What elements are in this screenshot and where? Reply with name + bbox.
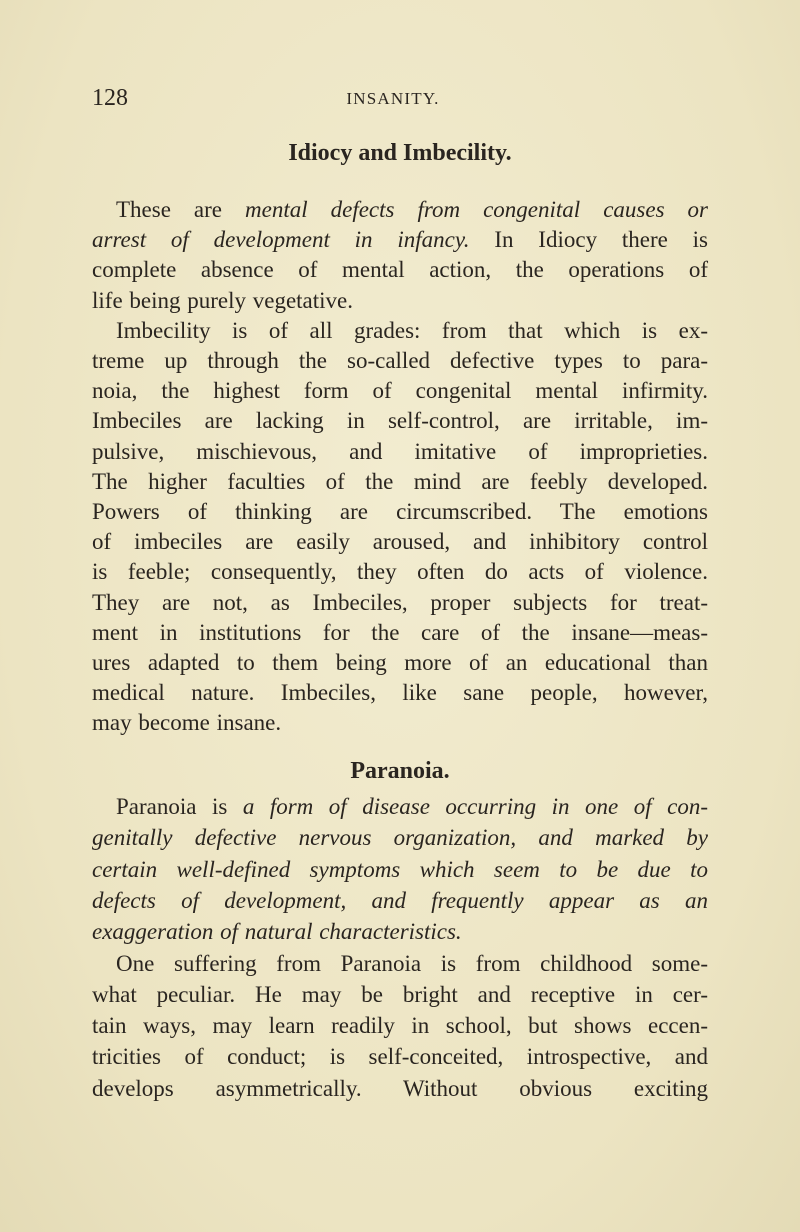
text-segment: Imbeciles are lacking in self-control, are irritable, im-	[92, 408, 708, 434]
text-line	[92, 619, 708, 647]
text-line	[92, 498, 708, 526]
text-line	[116, 950, 708, 978]
text-line	[92, 856, 708, 884]
text-line	[116, 317, 708, 345]
text-segment: Imbecility is of all grades: from that which is ex-	[116, 317, 708, 343]
text-line	[92, 1043, 708, 1071]
italic-text: certain well-defined symptoms which seem to be due to	[92, 856, 708, 882]
text-segment: life being purely vegetative.	[92, 287, 354, 313]
text-line	[116, 196, 708, 224]
text-line	[92, 287, 708, 315]
text-segment: complete absence of mental action, the operations of	[92, 257, 708, 283]
italic-text: arrest of development in infancy.	[92, 227, 470, 253]
italic-text: genitally defective nervous organization, and marked by	[92, 825, 708, 851]
text-line	[92, 347, 708, 375]
running-title: INSANITY.	[346, 89, 440, 108]
text-segment: is feeble; consequently, they often do acts of violence.	[92, 559, 708, 585]
text-segment: what peculiar. He may be bright and receptive in cer-	[92, 981, 708, 1007]
text-segment: treme up through the so-called defective types to para-	[92, 348, 708, 373]
text-line	[92, 226, 708, 254]
text-segment: ures adapted to them being more of an educational than	[92, 650, 708, 675]
text-segment: ment in institutions for the care of the insane—meas-	[92, 619, 708, 645]
text-line	[92, 558, 708, 586]
text-line	[92, 468, 708, 496]
italic-text: a form of disease occurring in one of con-	[242, 794, 708, 819]
text-segment: of imbeciles are easily aroused, and inhibitory control	[92, 529, 708, 555]
section-heading-paranoia: Paranoia.	[350, 758, 450, 784]
italic-text: defects of development, and frequently appear as an	[92, 887, 708, 913]
text-line	[92, 528, 708, 556]
text-line	[92, 377, 708, 405]
text-segment: tricities of conduct; is self-conceited, introspective, and	[92, 1044, 708, 1070]
text-line	[92, 709, 708, 737]
text-segment: pulsive, mischievous, and imitative of improprieties.	[92, 438, 708, 464]
text-segment: They are not, as Imbeciles, proper subjects for treat-	[92, 589, 708, 615]
text-line	[92, 824, 708, 852]
text-segment: noia, the highest form of congenital mental infirmity.	[92, 378, 708, 404]
text-segment: The higher faculties of the mind are feebly developed.	[92, 468, 708, 494]
text-line	[92, 1012, 708, 1040]
text-segment: medical nature. Imbeciles, like sane people, however,	[92, 680, 708, 706]
text-line	[92, 589, 708, 617]
text-line	[92, 438, 708, 466]
page-number: 128	[92, 85, 128, 111]
text-segment: In Idiocy there is	[469, 227, 708, 253]
text-line	[92, 887, 708, 915]
text-line	[92, 981, 708, 1009]
text-line	[92, 679, 708, 707]
italic-text: mental defects from congenital causes or	[245, 197, 708, 222]
text-segment: Powers of thinking are circumscribed. The emotions	[92, 499, 708, 524]
text-segment: One suffering from Paranoia is from childhood some-	[116, 950, 708, 976]
text-segment: These are	[116, 197, 246, 222]
text-line	[116, 793, 708, 821]
text-line	[92, 649, 708, 677]
text-line	[92, 407, 708, 435]
text-segment: develops asymmetrically. Without obvious exciting	[92, 1075, 708, 1101]
text-line	[92, 256, 708, 284]
text-segment: tain ways, may learn readily in school, but shows eccen-	[92, 1013, 708, 1039]
section-heading-idiocy: Idiocy and Imbecility.	[288, 140, 512, 166]
text-segment: Paranoia is	[116, 794, 243, 819]
text-segment: may become insane.	[92, 710, 282, 736]
text-line	[92, 918, 708, 946]
italic-text: exaggeration of natural characteristics.	[92, 919, 462, 945]
text-line	[92, 1075, 708, 1103]
